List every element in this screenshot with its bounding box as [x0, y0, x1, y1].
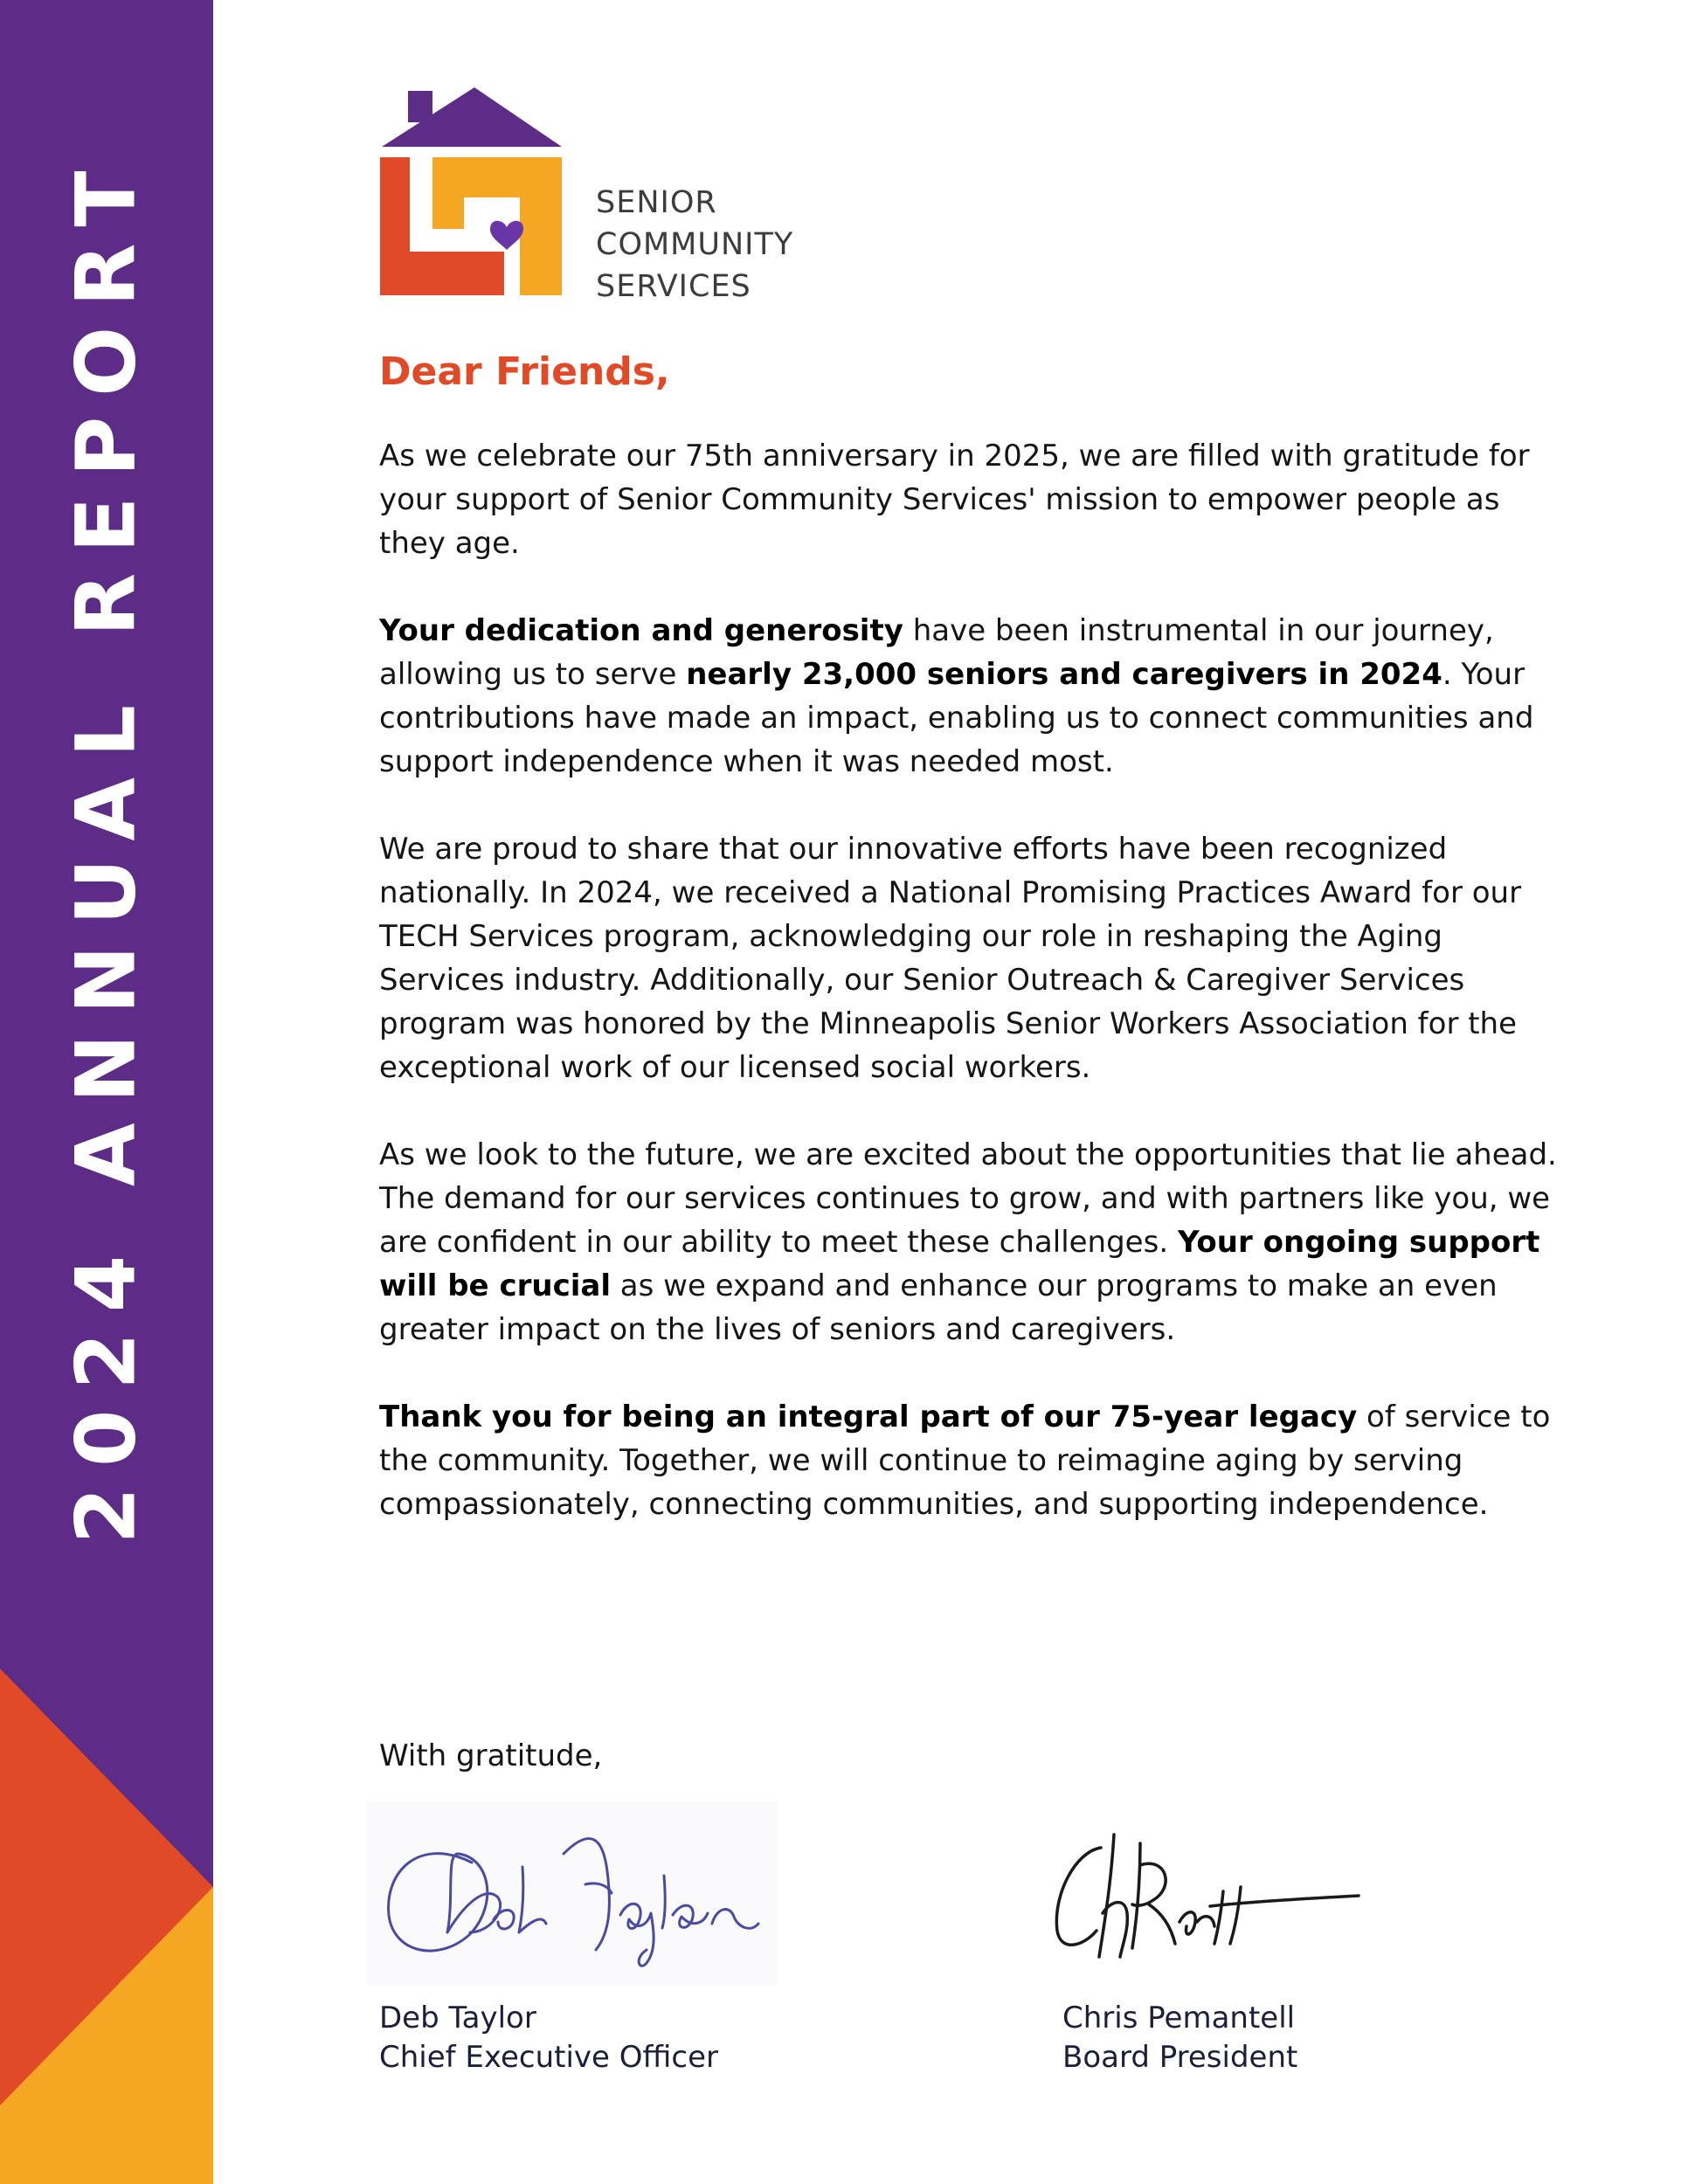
logo-line: SERVICES [596, 269, 751, 304]
bold-text: nearly 23,000 seniors and caregivers in 2024 [686, 657, 1442, 692]
letter-closing: With gratitude, [379, 1738, 603, 1773]
paragraph-anniversary: As we celebrate our 75th anniversary in 2025, we are filled with gratitude for your support of Senior Community Services' mission to empower people as they age. [379, 439, 1530, 561]
signer-name: Chris Pemantell [1062, 2001, 1296, 2035]
body-text: as we expand and enhance our programs to make an even greater impact on the lives of seniors and caregivers. [379, 1268, 1498, 1347]
body-text: of service to the community. Together, we will continue to reimagine aging by serving compassionately, connecting communities, and supporting independence. [379, 1400, 1551, 1522]
paragraph-recognition: We are proud to share that our innovative efforts have been recognized nationally. In 2024, we received a National Promising Practices Award for our TECH Services program, acknowledging our role in reshaping the Aging Services industry. Additionally, our Senior Outreach & Caregiver Services program was honored by the Minneapolis Senior Workers Association for the exceptional work of our licensed social workers. [379, 832, 1522, 1085]
body-text: As we look to the future, we are excited about the opportunities that lie ahead. The demand for our services continues to grow, and with partners like you, we are confident in our ability to meet these challenges. [379, 1137, 1557, 1260]
signature-chris-pemantell [1048, 1826, 1363, 1966]
letter-body [379, 434, 1567, 1526]
house-heart-logo-icon [380, 87, 572, 301]
signer-chris-pemantell [1062, 1999, 1297, 2077]
paragraph-dedication [379, 609, 1567, 784]
bold-text: Thank you for being an integral part of our 75-year legacy [379, 1400, 1358, 1434]
signer-title: Chief Executive Officer [379, 2040, 718, 2075]
annual-report-title: 2024 ANNUAL REPORT [59, 150, 155, 1545]
bold-text: Your ongoing support will be crucial [379, 1225, 1540, 1303]
signer-deb-taylor [379, 1999, 718, 2077]
side-band [0, 0, 213, 2184]
bold-text: Your dedication and generosity [379, 613, 903, 648]
logo-line: SENIOR [596, 185, 717, 220]
signature-deb-taylor [367, 1801, 778, 1985]
letter-greeting: Dear Friends, [379, 349, 670, 394]
logo-line: COMMUNITY [596, 227, 794, 262]
body-text: have been instrumental in our journey, allowing us to serve [379, 613, 1494, 692]
body-text: . Your contributions have made an impact, enabling us to connect communities and support independence when it was needed most. [379, 657, 1534, 779]
paragraph-future [379, 1133, 1567, 1351]
signer-name: Deb Taylor [379, 2001, 536, 2035]
signer-title: Board President [1062, 2040, 1298, 2075]
logo-wordmark [596, 182, 793, 308]
paragraph-thanks [379, 1395, 1567, 1526]
